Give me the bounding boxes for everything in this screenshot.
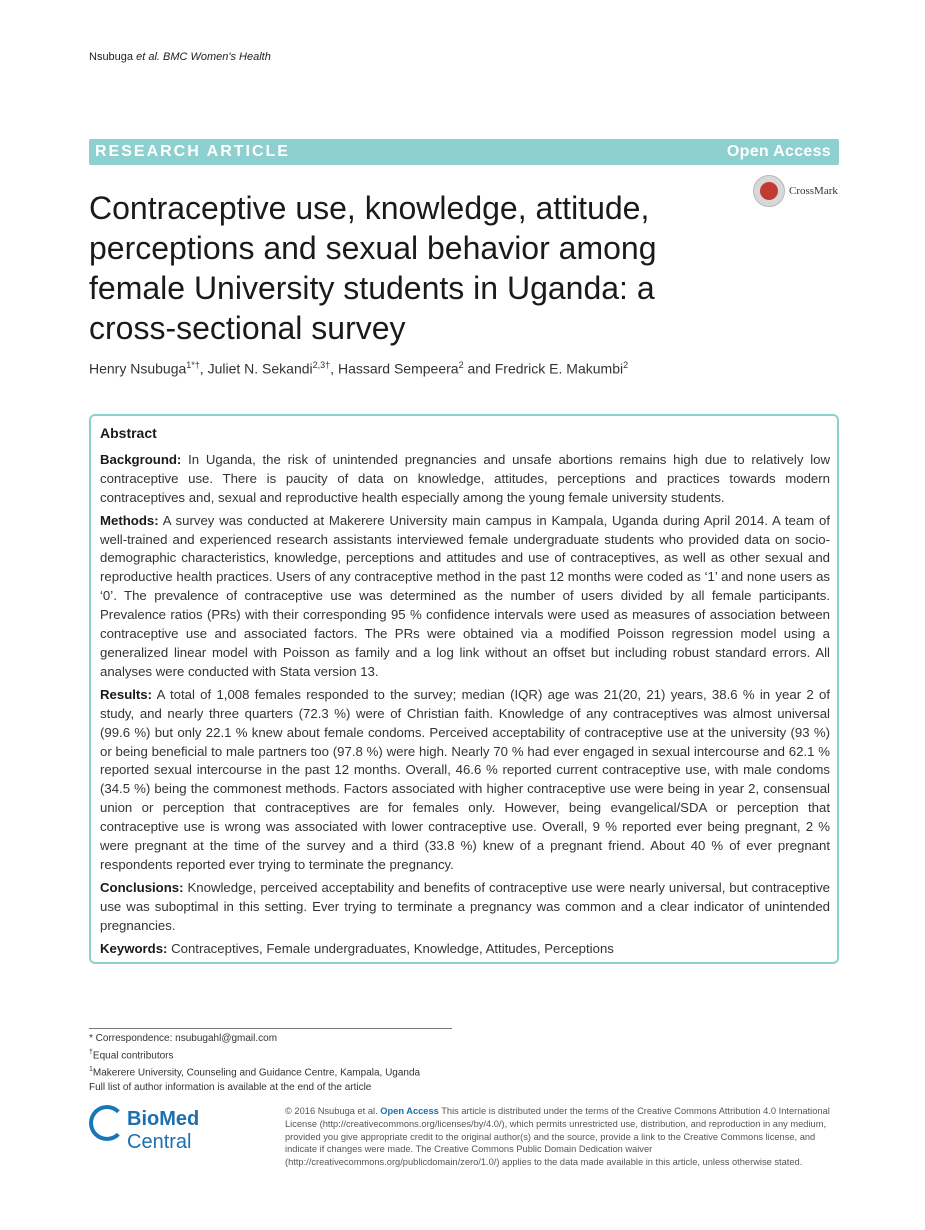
article-title: Contraceptive use, knowledge, attitude, perceptions and sexual behavior among female University students in Uganda: a cross-sectional survey bbox=[89, 190, 657, 346]
license-statement bbox=[285, 1105, 840, 1169]
running-header-journal: et al. BMC Women's Health bbox=[136, 51, 271, 63]
abstract-keywords bbox=[100, 940, 830, 959]
author-affiliation: 2 bbox=[623, 360, 629, 370]
abstract-background bbox=[100, 451, 830, 508]
section-label: Conclusions: bbox=[100, 879, 184, 895]
author-info-note: Full list of author information is available at the end of the article bbox=[89, 1081, 372, 1093]
footnotes bbox=[89, 1032, 420, 1095]
abstract-methods bbox=[100, 512, 830, 682]
section-text: Contraceptives, Female undergraduates, Knowledge, Attitudes, Perceptions bbox=[171, 940, 614, 956]
section-label: Methods: bbox=[100, 512, 159, 528]
author-name: Hassard Sempeera bbox=[337, 360, 459, 377]
open-access-label: Open Access bbox=[726, 143, 831, 160]
author-separator: and bbox=[463, 360, 495, 377]
logo-text-bold: BioMed bbox=[127, 1108, 200, 1130]
logo-text bbox=[127, 1108, 269, 1154]
section-label: Background: bbox=[100, 451, 182, 467]
abstract-conclusions bbox=[100, 879, 830, 936]
section-text: In Uganda, the risk of unintended pregnancies and unsafe abortions remains high due to relatively low contraceptive use. There is paucity of data on knowledge, attitudes, perceptions and practices towards modern contraceptives and, sexual and reproductive health especially among the young female university students. bbox=[100, 451, 830, 505]
author-separator: , bbox=[199, 360, 208, 377]
crossmark-icon bbox=[753, 175, 785, 207]
author-name: Juliet N. Sekandi bbox=[207, 360, 313, 377]
running-header-author: Nsubuga bbox=[89, 51, 137, 63]
author-affiliation: 1*† bbox=[186, 360, 200, 370]
correspondence-note: * Correspondence: nsubugahl@gmail.com bbox=[89, 1033, 278, 1044]
biomed-ring-icon bbox=[89, 1105, 125, 1141]
author-affiliation: 2 bbox=[458, 360, 464, 370]
equal-contributors-note bbox=[89, 1046, 420, 1063]
biomed-central-logo bbox=[89, 1105, 269, 1153]
license-copyright: © 2016 Nsubuga et al. bbox=[285, 1106, 381, 1116]
crossmark-badge[interactable] bbox=[753, 175, 843, 211]
section-text: Knowledge, perceived acceptability and benefits of contraceptive use were nearly universal, but contraceptive use was suboptimal in this setting. Ever trying to terminate a pregnancy was common and a clear indicator of unintended pregnancies. bbox=[100, 879, 831, 933]
abstract-content bbox=[100, 424, 830, 962]
footnote-marker: 1 bbox=[89, 1066, 93, 1074]
abstract-results bbox=[100, 686, 830, 875]
license-text: This article is distributed under the terms of the Creative Commons Attribution 4.0 International License (http://creativecommons.org/licenses/by/4.0/), which permits unrestricted use, distribution, and reproduction in any medium, provided you give appropriate credit to the original author(s) and the source, provide a link to the Creative Commons license, and indicate if changes were made. The Creative Commons Public Domain Dedication waiver (http://creativecommons.org/publicdomain/zero/1.0/) applies to the data made available in this article, unless otherwise stated. bbox=[285, 1106, 830, 1168]
article-type-label: RESEARCH ARTICLE bbox=[95, 143, 290, 160]
logo-text-light: Central bbox=[127, 1131, 192, 1153]
running-header bbox=[89, 51, 271, 63]
section-label: Keywords: bbox=[100, 940, 168, 956]
author-separator: , bbox=[330, 360, 338, 377]
footnote-divider bbox=[89, 1028, 452, 1029]
author-list bbox=[89, 360, 628, 377]
section-text: A survey was conducted at Makerere University main campus in Kampala, Uganda during April 2014. A team of well-trained and experienced research assistants interviewed female undergraduate students who provided data on socio-demographic characteristics, knowledge, perceptions and attitudes and use of contraceptives, as well as other sexual and reproductive health practices. Users of any contraceptive method in the past 12 months were coded as ‘1’ and none users as ‘0’. The prevalence of contraceptive use was determined as the number of users divided by all female participants. Prevalence ratios (PRs) with their corresponding 95 % confidence intervals were used as measures of association between contraceptive use and associated factors. The PRs were obtained via a modified Poisson regression model using a generalized linear model with Poisson as family and a log link without an offset but including robust standard errors. All analyses were conducted with Stata version 13. bbox=[100, 512, 830, 679]
affiliation-note bbox=[89, 1063, 420, 1080]
footnote-text: Makerere University, Counseling and Guidance Centre, Kampala, Uganda bbox=[92, 1067, 421, 1079]
crossmark-label: CrossMark bbox=[789, 185, 838, 197]
footnote-marker: † bbox=[89, 1049, 93, 1056]
section-text: A total of 1,008 females responded to the survey; median (IQR) age was 21(20, 21) years, 38.6 % in year 2 of study, and nearly three quarters (72.3 %) were of Christian faith. Knowledge of any contraceptives was almost universal (99.6 %) but only 22.1 % knew about female condoms. Perceived acceptability of contraceptive use at the university (93 %) or being beneficial to male partners too (97.8 %) were high. Nearly 70 % had ever engaged in sexual intercourse and 62.1 % reported sexual intercourse in the past 12 months. Overall, 46.6 % reported current contraceptive use, with male condoms (34.5 %) being the commonest methods. Factors associated with higher contraceptive use were being in year 2, consensual union or perception that contraceptives are for females only. However, being evangelical/SDA or perception that contraceptive use is wrong was associated with lower contraceptive use. Overall, 9 % reported ever being pregnant, 2 % were pregnant at the time of the survey and a third (33.8 %) knew of a pregnant friend. About 40 % of ever pregnant respondents reported ever trying to terminate the pregnancy. bbox=[100, 686, 831, 872]
author-name: Henry Nsubuga bbox=[89, 360, 187, 377]
section-label: Results: bbox=[100, 686, 153, 702]
footnote-text: Equal contributors bbox=[92, 1050, 174, 1062]
article-type-banner bbox=[89, 139, 839, 165]
author-name: Fredrick E. Makumbi bbox=[494, 360, 624, 377]
license-open-access: Open Access bbox=[380, 1106, 439, 1116]
abstract-heading: Abstract bbox=[100, 425, 157, 441]
abstract-box bbox=[89, 414, 839, 964]
author-affiliation: 2,3† bbox=[312, 360, 331, 370]
